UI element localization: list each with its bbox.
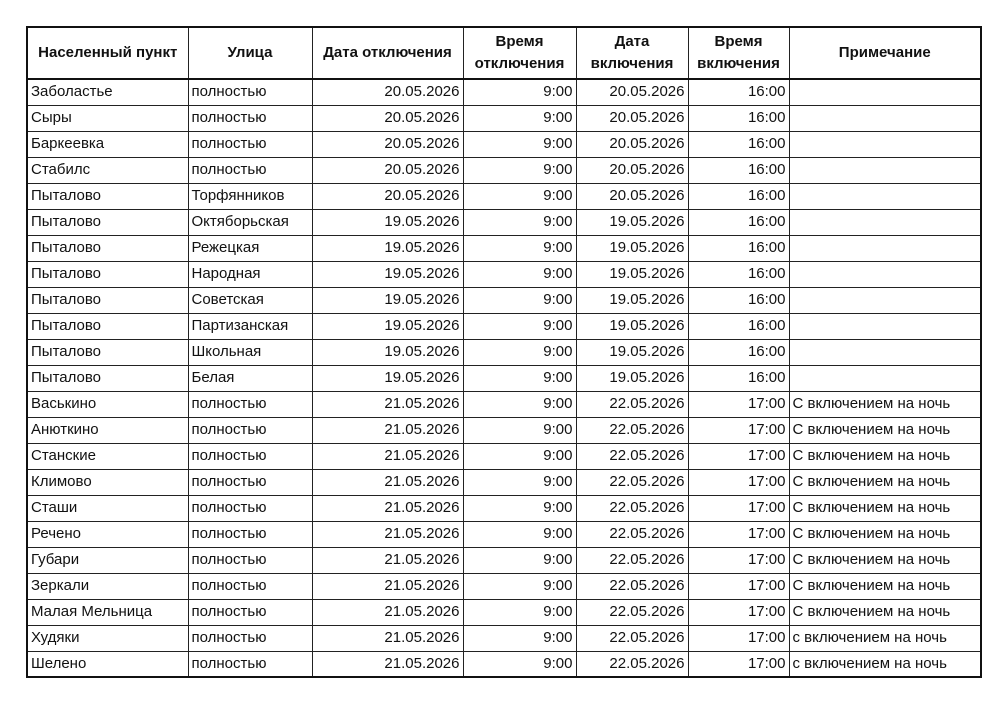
cell-locality: Пыталово	[27, 183, 188, 209]
cell-note: С включением на ночь	[789, 469, 981, 495]
cell-street: полностью	[188, 469, 312, 495]
table-row	[27, 79, 981, 105]
cell-off-date: 19.05.2026	[312, 287, 463, 313]
cell-locality: Сташи	[27, 495, 188, 521]
cell-street: Октяборьская	[188, 209, 312, 235]
cell-street: полностью	[188, 495, 312, 521]
table-row	[27, 599, 981, 625]
table-row	[27, 651, 981, 677]
cell-locality: Станские	[27, 443, 188, 469]
cell-street: полностью	[188, 79, 312, 105]
table-row	[27, 547, 981, 573]
cell-on-date: 22.05.2026	[576, 625, 688, 651]
cell-on-time: 17:00	[688, 547, 789, 573]
cell-on-time: 16:00	[688, 157, 789, 183]
cell-off-date: 19.05.2026	[312, 209, 463, 235]
cell-street: полностью	[188, 573, 312, 599]
cell-off-time: 9:00	[463, 469, 576, 495]
cell-locality: Баркеевка	[27, 131, 188, 157]
cell-note	[789, 313, 981, 339]
cell-street: полностью	[188, 391, 312, 417]
cell-off-date: 21.05.2026	[312, 417, 463, 443]
cell-on-date: 22.05.2026	[576, 443, 688, 469]
cell-locality: Зеркали	[27, 573, 188, 599]
cell-note: С включением на ночь	[789, 417, 981, 443]
cell-off-date: 19.05.2026	[312, 339, 463, 365]
cell-off-time: 9:00	[463, 573, 576, 599]
table-row	[27, 131, 981, 157]
cell-off-date: 19.05.2026	[312, 235, 463, 261]
table-row	[27, 313, 981, 339]
cell-off-date: 21.05.2026	[312, 625, 463, 651]
column-header-off-date: Дата отключения	[312, 27, 463, 79]
cell-note: С включением на ночь	[789, 547, 981, 573]
table-row	[27, 521, 981, 547]
table-row	[27, 625, 981, 651]
outage-schedule-table	[26, 26, 982, 678]
cell-street: полностью	[188, 157, 312, 183]
table-row	[27, 339, 981, 365]
cell-off-time: 9:00	[463, 157, 576, 183]
cell-locality: Васькино	[27, 391, 188, 417]
cell-on-date: 19.05.2026	[576, 287, 688, 313]
cell-off-time: 9:00	[463, 287, 576, 313]
cell-off-date: 21.05.2026	[312, 443, 463, 469]
cell-street: полностью	[188, 521, 312, 547]
cell-street: Белая	[188, 365, 312, 391]
cell-on-date: 22.05.2026	[576, 547, 688, 573]
cell-note	[789, 183, 981, 209]
cell-off-date: 21.05.2026	[312, 391, 463, 417]
cell-note	[789, 209, 981, 235]
table-row	[27, 235, 981, 261]
cell-on-date: 22.05.2026	[576, 391, 688, 417]
cell-on-time: 17:00	[688, 443, 789, 469]
cell-off-time: 9:00	[463, 313, 576, 339]
table-row	[27, 261, 981, 287]
header-row	[27, 27, 981, 79]
cell-off-date: 20.05.2026	[312, 183, 463, 209]
cell-street: Народная	[188, 261, 312, 287]
cell-street: Советская	[188, 287, 312, 313]
cell-locality: Анюткино	[27, 417, 188, 443]
cell-on-time: 16:00	[688, 209, 789, 235]
cell-note: С включением на ночь	[789, 443, 981, 469]
cell-on-date: 22.05.2026	[576, 417, 688, 443]
cell-on-date: 22.05.2026	[576, 469, 688, 495]
cell-off-date: 21.05.2026	[312, 651, 463, 677]
cell-note: С включением на ночь	[789, 521, 981, 547]
cell-street: полностью	[188, 131, 312, 157]
cell-on-date: 19.05.2026	[576, 365, 688, 391]
column-header-off-time: Время отключения	[463, 27, 576, 79]
cell-off-time: 9:00	[463, 105, 576, 131]
cell-off-time: 9:00	[463, 625, 576, 651]
table-row	[27, 469, 981, 495]
cell-locality: Пыталово	[27, 339, 188, 365]
cell-off-time: 9:00	[463, 547, 576, 573]
cell-on-time: 17:00	[688, 625, 789, 651]
cell-locality: Пыталово	[27, 313, 188, 339]
cell-note	[789, 79, 981, 105]
cell-on-time: 17:00	[688, 495, 789, 521]
cell-off-time: 9:00	[463, 651, 576, 677]
cell-on-time: 16:00	[688, 183, 789, 209]
cell-on-date: 19.05.2026	[576, 313, 688, 339]
cell-off-date: 21.05.2026	[312, 469, 463, 495]
cell-note	[789, 261, 981, 287]
cell-note: С включением на ночь	[789, 599, 981, 625]
cell-on-date: 19.05.2026	[576, 209, 688, 235]
cell-locality: Стабилс	[27, 157, 188, 183]
cell-on-date: 20.05.2026	[576, 183, 688, 209]
cell-street: полностью	[188, 547, 312, 573]
cell-note: с включением на ночь	[789, 625, 981, 651]
cell-locality: Заболастье	[27, 79, 188, 105]
table-row	[27, 391, 981, 417]
cell-off-date: 21.05.2026	[312, 495, 463, 521]
cell-on-time: 17:00	[688, 599, 789, 625]
table-row	[27, 183, 981, 209]
cell-on-time: 17:00	[688, 417, 789, 443]
cell-on-time: 17:00	[688, 573, 789, 599]
cell-locality: Пыталово	[27, 287, 188, 313]
cell-locality: Губари	[27, 547, 188, 573]
cell-off-time: 9:00	[463, 417, 576, 443]
cell-on-time: 17:00	[688, 391, 789, 417]
cell-note: С включением на ночь	[789, 391, 981, 417]
cell-on-time: 16:00	[688, 261, 789, 287]
cell-on-date: 20.05.2026	[576, 131, 688, 157]
cell-locality: Малая Мельница	[27, 599, 188, 625]
cell-off-time: 9:00	[463, 261, 576, 287]
cell-locality: Шелено	[27, 651, 188, 677]
cell-off-time: 9:00	[463, 495, 576, 521]
cell-off-time: 9:00	[463, 235, 576, 261]
column-header-street: Улица	[188, 27, 312, 79]
cell-off-date: 19.05.2026	[312, 313, 463, 339]
cell-off-time: 9:00	[463, 131, 576, 157]
cell-on-time: 16:00	[688, 313, 789, 339]
table-row	[27, 209, 981, 235]
cell-off-date: 20.05.2026	[312, 105, 463, 131]
cell-on-time: 16:00	[688, 131, 789, 157]
table-row	[27, 443, 981, 469]
table-row	[27, 365, 981, 391]
cell-note	[789, 105, 981, 131]
cell-on-time: 17:00	[688, 521, 789, 547]
cell-street: Режецкая	[188, 235, 312, 261]
cell-street: полностью	[188, 651, 312, 677]
cell-locality: Пыталово	[27, 235, 188, 261]
cell-locality: Пыталово	[27, 365, 188, 391]
cell-off-date: 19.05.2026	[312, 365, 463, 391]
cell-locality: Пыталово	[27, 209, 188, 235]
cell-off-date: 20.05.2026	[312, 131, 463, 157]
cell-on-time: 16:00	[688, 105, 789, 131]
cell-off-time: 9:00	[463, 599, 576, 625]
cell-on-date: 22.05.2026	[576, 573, 688, 599]
cell-off-date: 21.05.2026	[312, 599, 463, 625]
column-header-on-time: Время включения	[688, 27, 789, 79]
cell-on-date: 22.05.2026	[576, 521, 688, 547]
cell-on-date: 20.05.2026	[576, 105, 688, 131]
cell-off-time: 9:00	[463, 443, 576, 469]
table-row	[27, 105, 981, 131]
cell-off-time: 9:00	[463, 339, 576, 365]
cell-note	[789, 235, 981, 261]
cell-on-date: 20.05.2026	[576, 157, 688, 183]
cell-note	[789, 365, 981, 391]
cell-street: полностью	[188, 105, 312, 131]
cell-off-time: 9:00	[463, 183, 576, 209]
cell-street: полностью	[188, 443, 312, 469]
cell-note	[789, 131, 981, 157]
cell-on-time: 16:00	[688, 79, 789, 105]
cell-off-time: 9:00	[463, 209, 576, 235]
cell-off-date: 21.05.2026	[312, 521, 463, 547]
cell-note	[789, 287, 981, 313]
cell-off-time: 9:00	[463, 391, 576, 417]
cell-street: полностью	[188, 625, 312, 651]
column-header-locality: Населенный пункт	[27, 27, 188, 79]
cell-street: полностью	[188, 417, 312, 443]
column-header-note: Примечание	[789, 27, 981, 79]
cell-on-date: 22.05.2026	[576, 599, 688, 625]
cell-note: С включением на ночь	[789, 495, 981, 521]
table-row	[27, 573, 981, 599]
cell-off-date: 20.05.2026	[312, 157, 463, 183]
cell-on-time: 16:00	[688, 365, 789, 391]
cell-on-time: 16:00	[688, 287, 789, 313]
cell-on-date: 19.05.2026	[576, 339, 688, 365]
cell-street: полностью	[188, 599, 312, 625]
table-row	[27, 417, 981, 443]
table-row	[27, 287, 981, 313]
cell-locality: Худяки	[27, 625, 188, 651]
cell-off-date: 19.05.2026	[312, 261, 463, 287]
cell-on-time: 16:00	[688, 339, 789, 365]
cell-street: Торфянников	[188, 183, 312, 209]
cell-note: С включением на ночь	[789, 573, 981, 599]
table-body	[27, 79, 981, 677]
cell-locality: Пыталово	[27, 261, 188, 287]
table-row	[27, 157, 981, 183]
cell-off-date: 21.05.2026	[312, 547, 463, 573]
cell-locality: Сыры	[27, 105, 188, 131]
cell-off-time: 9:00	[463, 79, 576, 105]
cell-on-date: 19.05.2026	[576, 235, 688, 261]
cell-off-time: 9:00	[463, 365, 576, 391]
cell-on-date: 22.05.2026	[576, 651, 688, 677]
table-header	[27, 27, 981, 79]
cell-locality: Климово	[27, 469, 188, 495]
cell-note: с включением на ночь	[789, 651, 981, 677]
cell-on-time: 17:00	[688, 469, 789, 495]
cell-off-date: 21.05.2026	[312, 573, 463, 599]
column-header-on-date: Дата включения	[576, 27, 688, 79]
cell-street: Школьная	[188, 339, 312, 365]
cell-note	[789, 157, 981, 183]
cell-on-date: 20.05.2026	[576, 79, 688, 105]
cell-on-date: 22.05.2026	[576, 495, 688, 521]
cell-off-date: 20.05.2026	[312, 79, 463, 105]
cell-note	[789, 339, 981, 365]
cell-street: Партизанская	[188, 313, 312, 339]
cell-on-time: 16:00	[688, 235, 789, 261]
cell-on-time: 17:00	[688, 651, 789, 677]
cell-off-time: 9:00	[463, 521, 576, 547]
table-row	[27, 495, 981, 521]
cell-locality: Речено	[27, 521, 188, 547]
cell-on-date: 19.05.2026	[576, 261, 688, 287]
